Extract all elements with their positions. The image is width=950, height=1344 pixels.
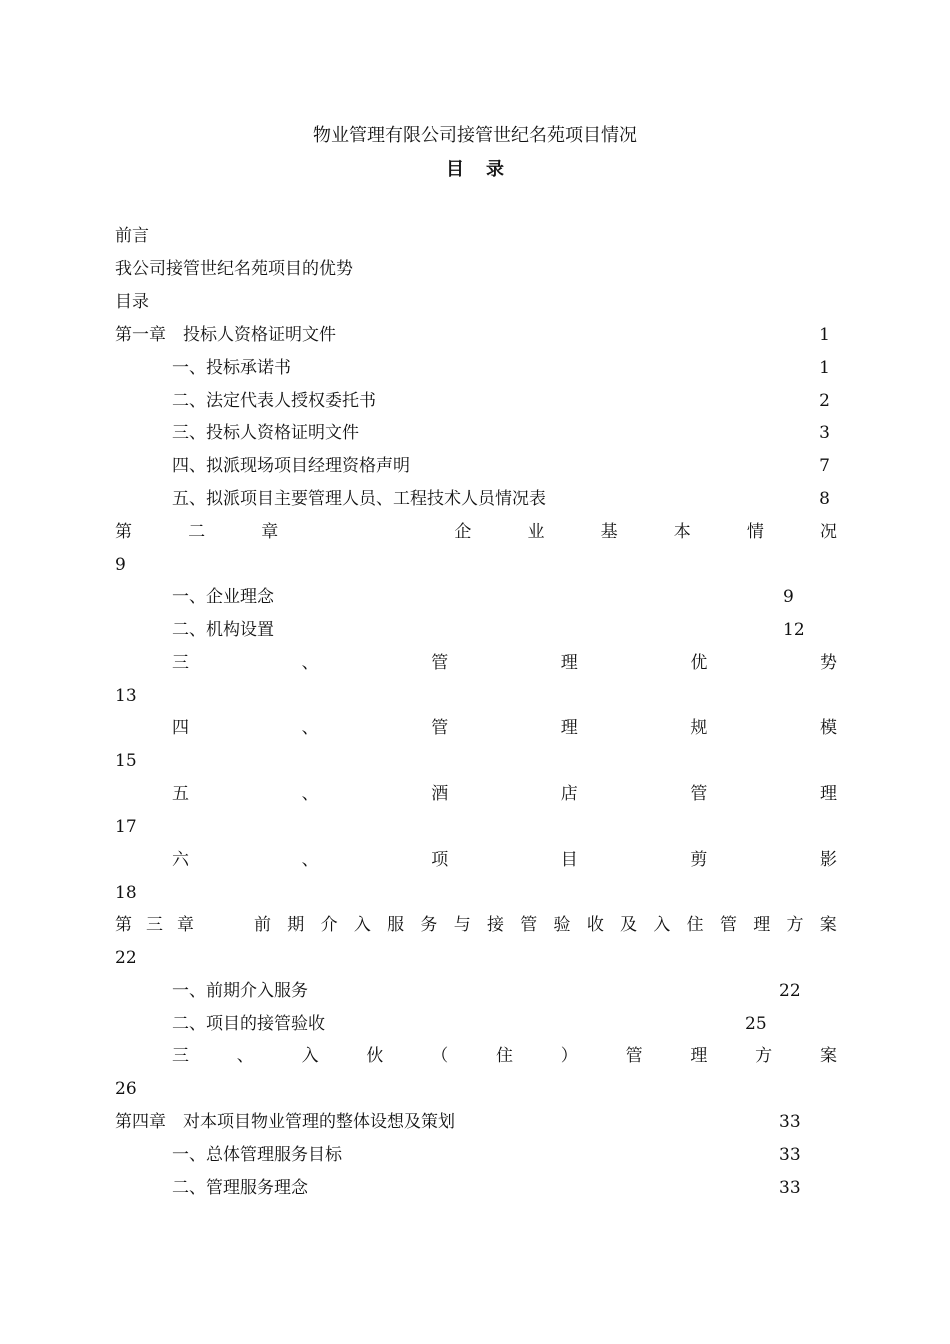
toc-item-page: 33 bbox=[779, 1178, 801, 1198]
toc-item-page: 3 bbox=[819, 423, 830, 443]
toc-char: 入 bbox=[353, 915, 371, 935]
toc-char: 理 bbox=[753, 915, 771, 935]
toc-item-label: 三、投标人资格证明文件 bbox=[172, 423, 359, 443]
toc-char: 优 bbox=[690, 653, 708, 673]
toc-char: 三 bbox=[146, 915, 163, 935]
toc-char: 介 bbox=[320, 915, 338, 935]
toc-char: 接 bbox=[486, 915, 504, 935]
toc-chapter-2-page: 9 bbox=[115, 555, 126, 575]
toc-item-page: 26 bbox=[115, 1079, 137, 1099]
toc-char: 理 bbox=[560, 653, 578, 673]
toc-char: 基 bbox=[600, 522, 618, 542]
toc-item-label bbox=[172, 783, 837, 805]
toc-chapter-3-head bbox=[115, 914, 194, 936]
toc-item-page: 25 bbox=[745, 1014, 767, 1034]
toc-char: 方 bbox=[786, 915, 804, 935]
toc-char: 住 bbox=[495, 1046, 513, 1066]
toc-char: ） bbox=[560, 1046, 578, 1066]
front-matter-preface: 前言 bbox=[115, 226, 149, 246]
toc-chapter-1-page: 1 bbox=[819, 325, 830, 345]
toc-char: 前 bbox=[254, 915, 271, 935]
toc-char: 服 bbox=[387, 915, 405, 935]
toc-chapter-3-title bbox=[254, 914, 837, 936]
toc-char: 项 bbox=[431, 850, 449, 870]
toc-char: 、 bbox=[301, 718, 319, 738]
toc-char: 理 bbox=[690, 1046, 708, 1066]
toc-chapter-4-page: 33 bbox=[779, 1112, 801, 1132]
toc-char: 第 bbox=[115, 915, 132, 935]
toc-char: 况 bbox=[820, 522, 837, 542]
toc-chapter-2-label bbox=[115, 521, 837, 543]
toc-char: 六 bbox=[172, 850, 189, 870]
toc-chapter-4-label: 第四章 对本项目物业管理的整体设想及策划 bbox=[115, 1112, 455, 1132]
toc-char: 与 bbox=[453, 915, 471, 935]
toc-chapter-3-label bbox=[115, 914, 837, 936]
toc-char: 验 bbox=[553, 915, 571, 935]
toc-item-label: 二、机构设置 bbox=[172, 620, 274, 640]
toc-chapter-1-label: 第一章 投标人资格证明文件 bbox=[115, 325, 336, 345]
toc-char: 期 bbox=[287, 915, 305, 935]
toc-item-page: 2 bbox=[819, 391, 830, 411]
toc-item-label: 一、投标承诺书 bbox=[172, 358, 291, 378]
toc-item-label: 二、管理服务理念 bbox=[172, 1178, 308, 1198]
toc-item-label: 一、总体管理服务目标 bbox=[172, 1145, 342, 1165]
toc-char: 入 bbox=[301, 1046, 319, 1066]
toc-char: 管 bbox=[719, 915, 737, 935]
toc-char: 案 bbox=[819, 915, 837, 935]
toc-char: 规 bbox=[690, 718, 708, 738]
toc-char: 五 bbox=[172, 784, 189, 804]
toc-item-label: 五、拟派项目主要管理人员、工程技术人员情况表 bbox=[172, 489, 546, 509]
toc-char: （ bbox=[431, 1046, 449, 1066]
toc-item-label: 一、企业理念 bbox=[172, 587, 274, 607]
toc-char: 管 bbox=[431, 653, 449, 673]
document-title: 物业管理有限公司接管世纪名苑项目情况 bbox=[313, 125, 637, 146]
toc-item-page: 17 bbox=[115, 817, 137, 837]
toc-char: 业 bbox=[527, 522, 545, 542]
toc-char: 第 bbox=[115, 522, 132, 542]
toc-char: 剪 bbox=[690, 850, 708, 870]
toc-item-label: 二、项目的接管验收 bbox=[172, 1014, 325, 1034]
toc-char: 四 bbox=[172, 718, 189, 738]
toc-char: 收 bbox=[586, 915, 604, 935]
toc-item-page: 9 bbox=[783, 587, 794, 607]
toc-item-page: 7 bbox=[819, 456, 830, 476]
toc-item-label: 二、法定代表人授权委托书 bbox=[172, 391, 376, 411]
toc-char: 酒 bbox=[431, 784, 449, 804]
toc-item-page: 12 bbox=[783, 620, 805, 640]
toc-char: 伙 bbox=[366, 1046, 384, 1066]
toc-char: 住 bbox=[686, 915, 704, 935]
toc-char: 入 bbox=[653, 915, 671, 935]
toc-char: 章 bbox=[177, 915, 194, 935]
toc-char: 、 bbox=[301, 653, 319, 673]
toc-char: 势 bbox=[819, 653, 837, 673]
toc-char: 章 bbox=[261, 522, 279, 542]
toc-heading: 目录 bbox=[446, 159, 526, 180]
toc-item-page: 22 bbox=[779, 981, 801, 1001]
toc-item-page: 33 bbox=[779, 1145, 801, 1165]
toc-char: 务 bbox=[420, 915, 438, 935]
toc-char: 本 bbox=[673, 522, 691, 542]
toc-char: 二 bbox=[188, 522, 206, 542]
toc-chapter-3-page: 22 bbox=[115, 948, 137, 968]
toc-item-page: 18 bbox=[115, 883, 137, 903]
toc-char: 、 bbox=[301, 784, 319, 804]
toc-item-label: 一、前期介入服务 bbox=[172, 981, 308, 1001]
toc-item-label bbox=[172, 652, 837, 674]
toc-char: 模 bbox=[819, 718, 837, 738]
toc-char: 、 bbox=[301, 850, 319, 870]
toc-char: 情 bbox=[746, 522, 764, 542]
toc-item-label bbox=[172, 1045, 837, 1067]
toc-item-page: 13 bbox=[115, 686, 137, 706]
toc-char: 及 bbox=[620, 915, 638, 935]
front-matter-contents: 目录 bbox=[115, 292, 149, 312]
toc-item-label bbox=[172, 717, 837, 739]
toc-char: 目 bbox=[560, 850, 578, 870]
toc-char: 、 bbox=[236, 1046, 254, 1066]
toc-item-label: 四、拟派现场项目经理资格声明 bbox=[172, 456, 410, 476]
toc-char: 管 bbox=[625, 1046, 643, 1066]
toc-item-page: 1 bbox=[819, 358, 830, 378]
toc-item-label bbox=[172, 849, 837, 871]
toc-char: 三 bbox=[172, 1046, 189, 1066]
toc-char: 案 bbox=[819, 1046, 837, 1066]
front-matter-advantages: 我公司接管世纪名苑项目的优势 bbox=[115, 259, 353, 279]
toc-char: 管 bbox=[431, 718, 449, 738]
toc-char: 理 bbox=[819, 784, 837, 804]
toc-char: 三 bbox=[172, 653, 189, 673]
toc-item-page: 8 bbox=[819, 489, 830, 509]
toc-char: 店 bbox=[560, 784, 578, 804]
toc-char: 管 bbox=[690, 784, 708, 804]
toc-char: 管 bbox=[520, 915, 538, 935]
toc-char: 企 bbox=[454, 522, 472, 542]
toc-char: 方 bbox=[755, 1046, 773, 1066]
toc-char: 影 bbox=[819, 850, 837, 870]
toc-item-page: 15 bbox=[115, 751, 137, 771]
toc-char: 理 bbox=[560, 718, 578, 738]
